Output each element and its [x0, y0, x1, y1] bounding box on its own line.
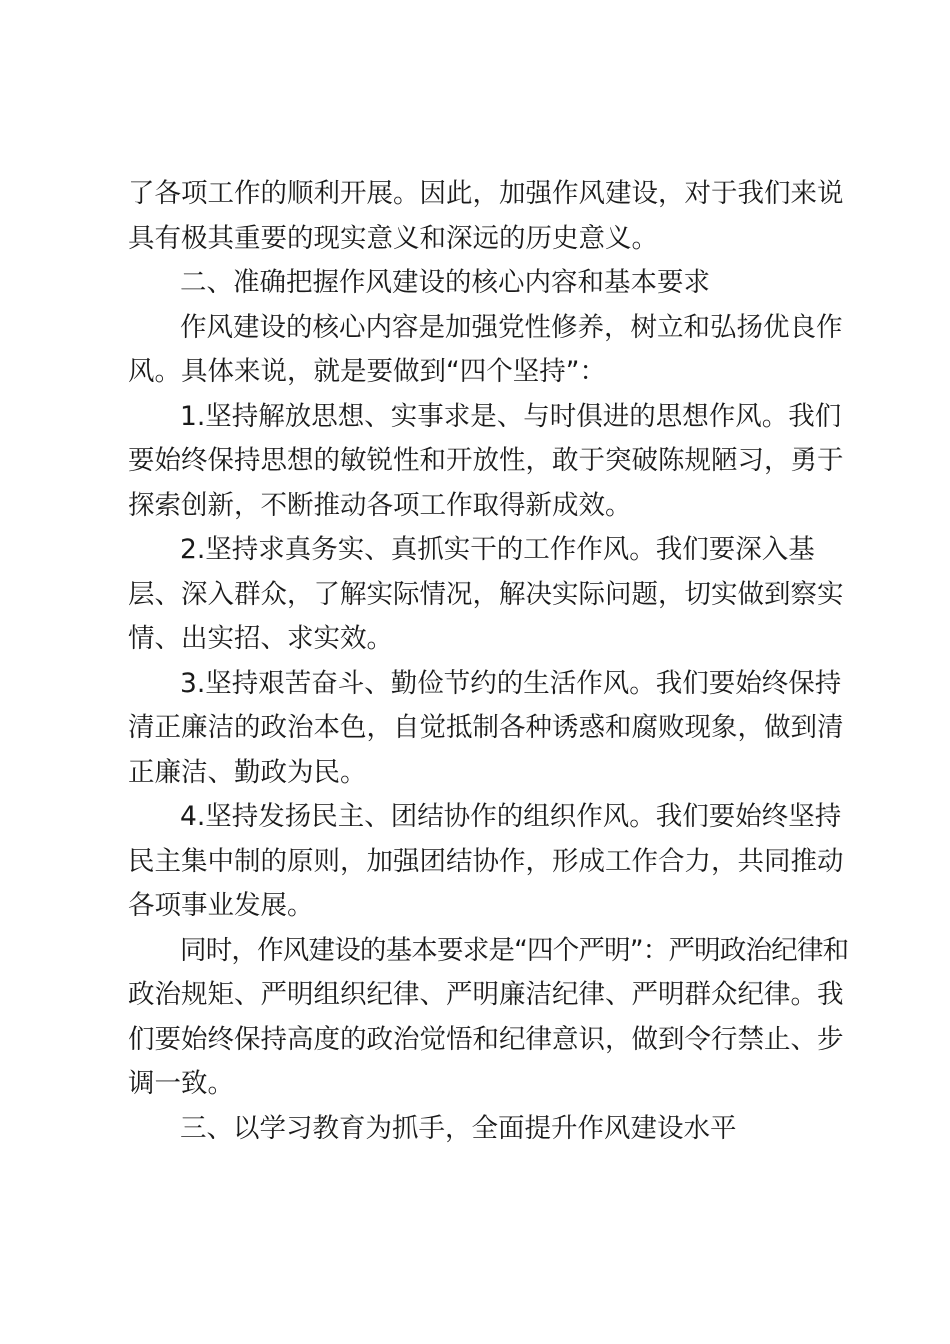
section-heading-3 [128, 1107, 828, 1152]
text-line: 正廉洁、勤政为民。 [128, 756, 367, 788]
section-heading-2 [128, 261, 828, 306]
list-item-4 [128, 795, 844, 929]
text-line: 同时，作风建设的基本要求是“四个严明”：严明政治纪律和 [180, 934, 849, 966]
text-line: 要始终保持思想的敏锐性和开放性，敢于突破陈规陋习，勇于 [128, 445, 844, 476]
text-line: 4.坚持发扬民主、团结协作的组织作风。我们要始终坚持 [180, 801, 842, 832]
text-line: 各项事业发展。 [128, 890, 314, 921]
paragraph-basic-requirements [128, 929, 849, 1107]
heading-line: 三、以学习教育为抓手，全面提升作风建设水平 [180, 1112, 737, 1144]
paragraph-continuation [128, 172, 844, 261]
text-line: 具有极其重要的现实意义和深远的历史意义。 [128, 222, 658, 254]
text-line: 情、出实招、求实效。 [128, 623, 393, 654]
paragraph-core-content [128, 306, 843, 395]
text-line: 政治规矩、严明组织纪律、严明廉洁纪律、严明群众纪律。我 [128, 979, 844, 1010]
text-line: 3.坚持艰苦奋斗、勤俭节约的生活作风。我们要始终保持 [180, 667, 842, 699]
text-line: 层、深入群众，了解实际情况，解决实际问题，切实做到察实 [128, 578, 844, 610]
text-line: 了各项工作的顺利开展。因此，加强作风建设，对于我们来说 [128, 178, 844, 209]
text-line: 们要始终保持高度的政治觉悟和纪律意识，做到令行禁止、步 [128, 1023, 844, 1055]
text-line: 作风建设的核心内容是加强党性修养，树立和弘扬优良作 [180, 311, 843, 343]
body-text [128, 172, 849, 1151]
text-line: 1.坚持解放思想、实事求是、与时俱进的思想作风。我们 [180, 400, 842, 432]
list-item-3 [128, 662, 844, 796]
list-item-1 [128, 395, 844, 529]
text-line: 探索创新，不断推动各项工作取得新成效。 [128, 489, 632, 521]
list-item-2 [128, 528, 844, 662]
text-line: 清正廉洁的政治本色，自觉抵制各种诱惑和腐败现象，做到清 [128, 712, 844, 743]
text-line: 调一致。 [128, 1068, 234, 1099]
text-line: 民主集中制的原则，加强团结协作，形成工作合力，共同推动 [128, 845, 844, 877]
text-line: 2.坚持求真务实、真抓实干的工作作风。我们要深入基 [180, 534, 815, 565]
heading-line: 二、准确把握作风建设的核心内容和基本要求 [180, 267, 710, 298]
text-line: 风。具体来说，就是要做到“四个坚持”： [128, 356, 606, 387]
